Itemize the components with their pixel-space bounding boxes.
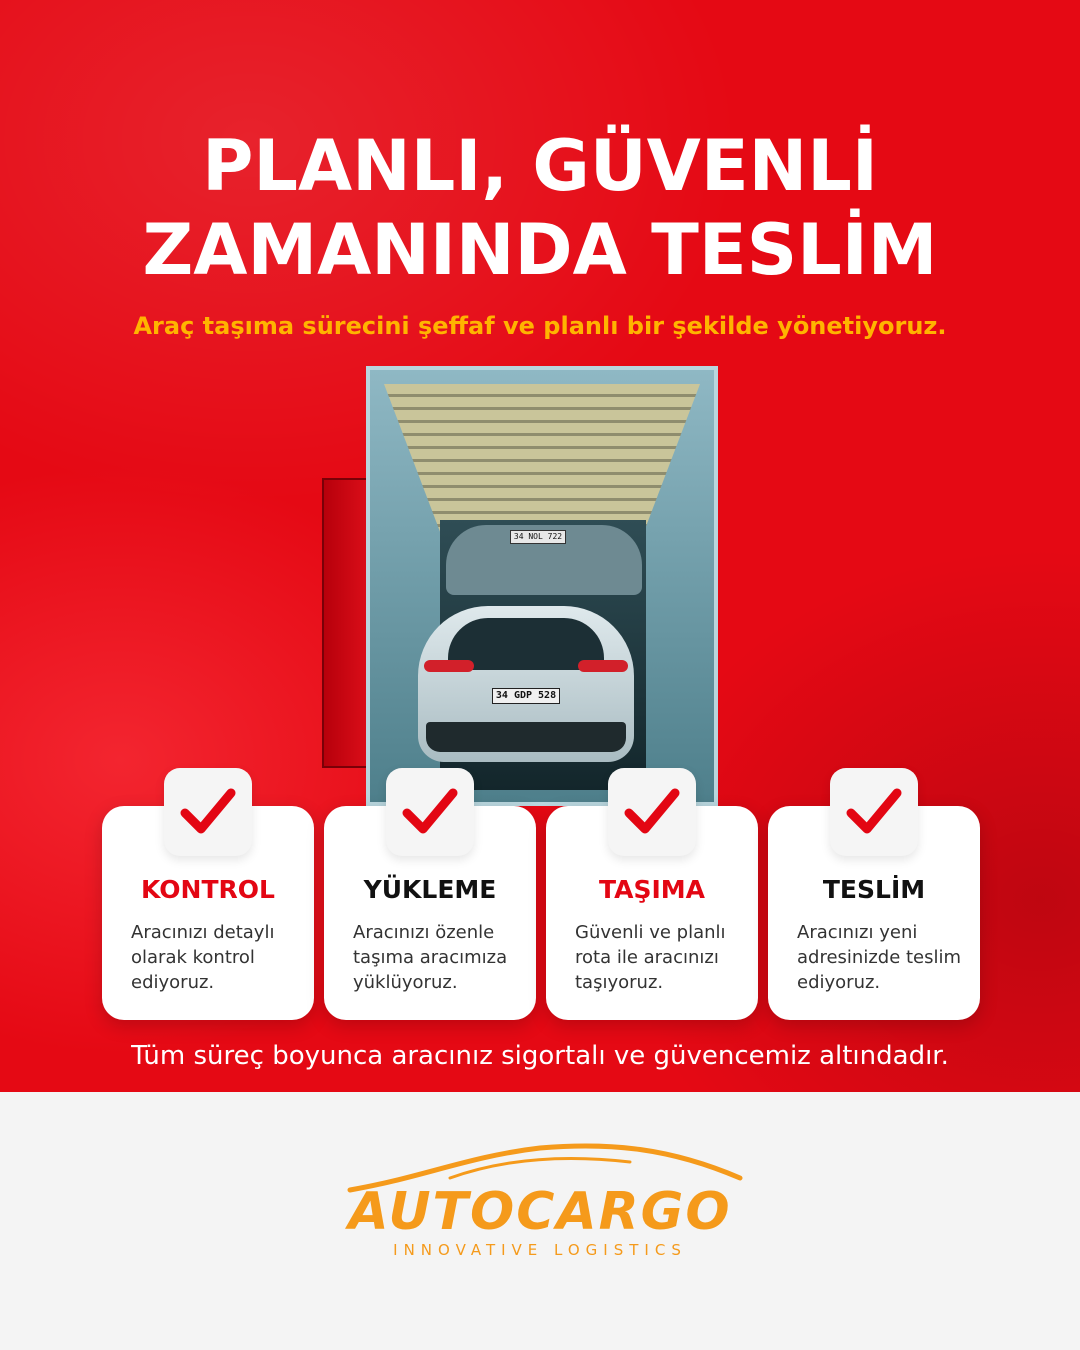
check-icon: [830, 768, 918, 856]
step-description: Güvenli ve planlı rota ile aracınızı taşıyoruz.: [575, 922, 726, 993]
car-license-plate: 34 GDP 528: [492, 688, 560, 704]
truck-ceiling: [384, 384, 700, 534]
insurance-note: Tüm süreç boyunca aracınız sigortalı ve güvencemiz altındadır.: [131, 1041, 949, 1071]
subtitle: Araç taşıma sürecini şeffaf ve planlı bir şekilde yönetiyoruz.: [133, 312, 947, 340]
headline-line-2: ZAMANINDA TESLİM: [142, 209, 938, 291]
check-icon: [608, 768, 696, 856]
car-bumper: [426, 722, 626, 752]
autocargo-logo: [330, 1138, 750, 1258]
upper-license-plate: 34 NOL 722: [510, 530, 566, 544]
step-description: Aracınızı detaylı olarak kontrol ediyoruz.: [131, 922, 275, 993]
car-taillight-left: [424, 660, 474, 672]
step-description: Aracınızı yeni adresinizde teslim ediyoruz.: [797, 922, 962, 993]
logo-wordmark: AUTOCARGO: [348, 1182, 732, 1242]
logo-tagline: INNOVATIVE LOGISTICS: [393, 1241, 687, 1259]
headline-line-1: PLANLI, GÜVENLİ: [202, 125, 878, 207]
check-icon: [164, 768, 252, 856]
truck-photo: [366, 366, 718, 806]
step-description: Aracınızı özenle taşıma aracımıza yüklüyoruz.: [353, 922, 508, 993]
step-title: YÜKLEME: [363, 875, 497, 904]
check-icon: [386, 768, 474, 856]
step-title: TAŞIMA: [599, 875, 705, 904]
car-taillight-right: [578, 660, 628, 672]
step-title: TESLİM: [822, 875, 926, 904]
step-title: KONTROL: [141, 875, 275, 904]
